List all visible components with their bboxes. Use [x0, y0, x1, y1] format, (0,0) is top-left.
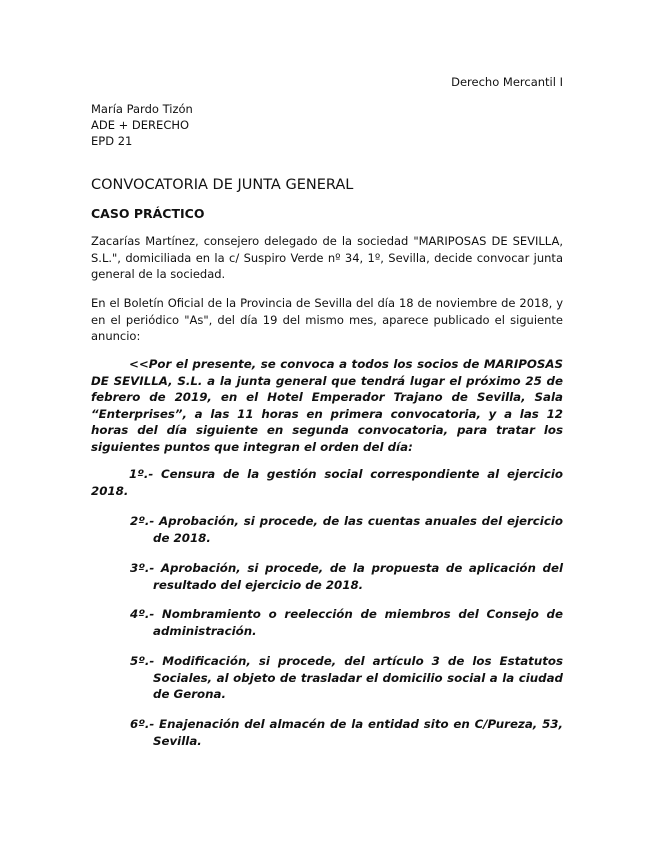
agenda-item-1: 1º.- Censura de la gestión social correspondiente al ejercicio 2018.	[91, 467, 563, 498]
publication-paragraph: En el Boletín Oficial de la Provincia de Sevilla del día 18 de noviembre de 2018, y en el periódico "As", del día 19 del mismo mes, aparece publicado el siguiente anuncio:	[91, 296, 563, 343]
document-title: CONVOCATORIA DE JUNTA GENERAL	[91, 177, 354, 193]
intro-paragraph: Zacarías Martínez, consejero delegado de la sociedad "MARIPOSAS DE SEVILLA, S.L.", domiciliada en la c/ Suspiro Verde nº 34, 1º, Sevilla, decide convocar junta general de la sociedad.	[91, 234, 563, 281]
author-block	[91, 101, 193, 149]
author-degree: ADE + DERECHO	[91, 118, 190, 132]
agenda-item-6: 6º.- Enajenación del almacén de la entidad sito en C/Pureza, 53, Sevilla.	[130, 717, 563, 748]
author-name: María Pardo Tizón	[91, 102, 193, 116]
author-group: EPD 21	[91, 134, 133, 148]
agenda-item-4: 4º.- Nombramiento o reelección de miembros del Consejo de administración.	[130, 607, 563, 638]
announcement-text: <<Por el presente, se convoca a todos los socios de MARIPOSAS DE SEVILLA, S.L. a la junta general que tendrá lugar el próximo 25 de febrero de 2019, en el Hotel Emperador Trajano de Sevilla, Sala “Enterprises”, a las 11 horas en primera convocatoria, y a las 12 horas del día siguiente en segunda convocatoria, para tratar los siguientes puntos que integran el orden del día:	[91, 357, 563, 454]
course-header: Derecho Mercantil I	[451, 75, 563, 89]
agenda-item-5: 5º.- Modificación, si procede, del artículo 3 de los Estatutos Sociales, al objeto de trasladar el domicilio social a la ciudad de Gerona.	[130, 654, 563, 701]
agenda-item-2: 2º.- Aprobación, si procede, de las cuentas anuales del ejercicio de 2018.	[130, 514, 563, 545]
document-subtitle: CASO PRÁCTICO	[91, 206, 205, 221]
agenda-item-3: 3º.- Aprobación, si procede, de la propuesta de aplicación del resultado del ejercicio de 2018.	[130, 561, 563, 592]
